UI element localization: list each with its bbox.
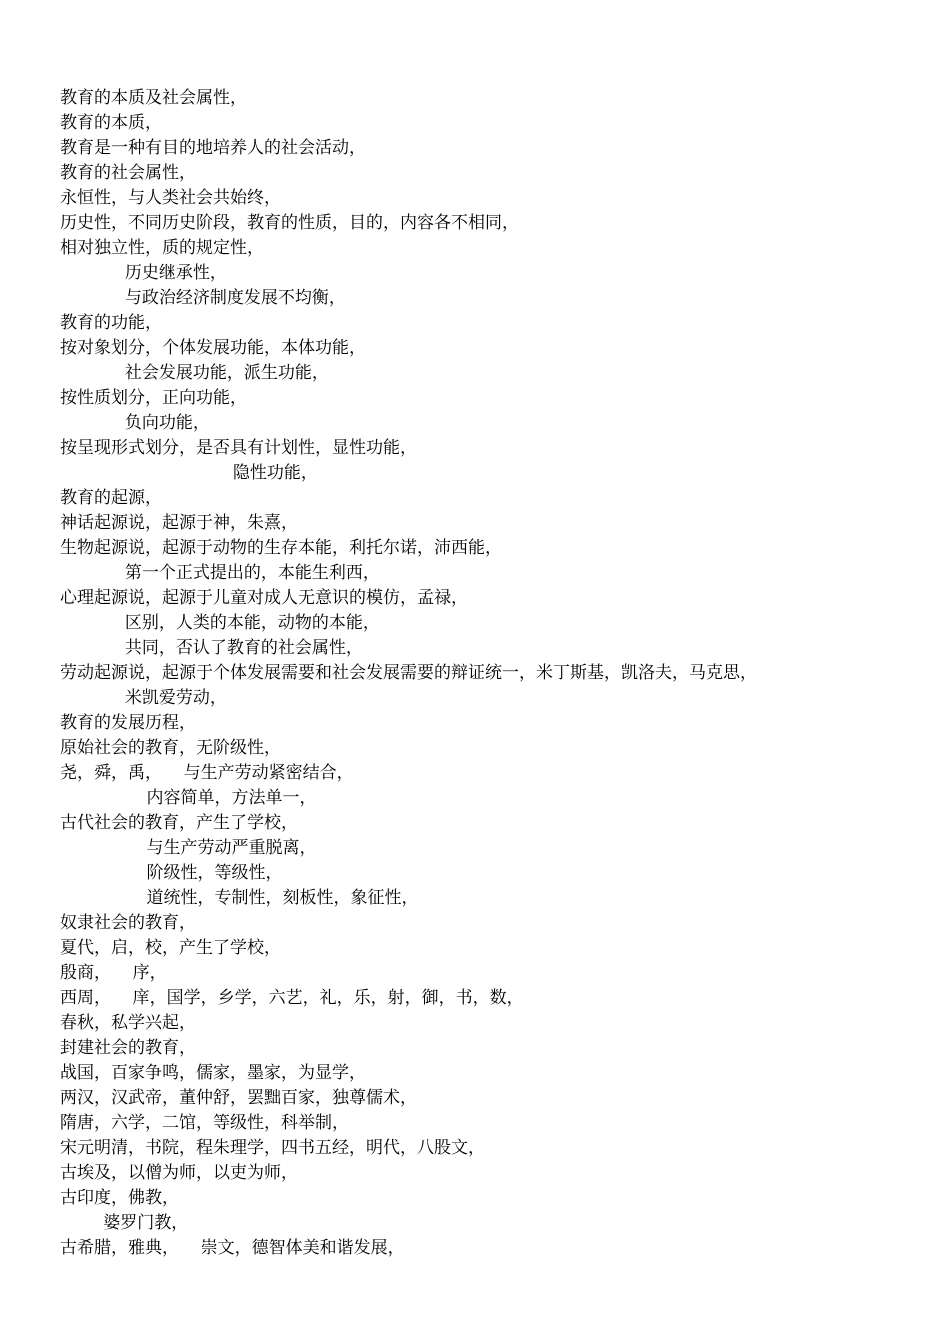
text-line: 西周， 庠，国学，乡学，六艺，礼，乐，射，御，书，数，	[60, 988, 524, 1008]
text-line: 古埃及，以僧为师，以吏为师，	[60, 1163, 298, 1183]
text-line: 古代社会的教育，产生了学校，	[60, 813, 298, 833]
text-line: 奴隶社会的教育，	[60, 913, 196, 933]
text-line: 教育的发展历程，	[60, 713, 196, 733]
text-line: 教育的功能，	[60, 313, 162, 333]
text-line: 内容简单，方法单一，	[60, 788, 317, 808]
text-line: 负向功能，	[60, 413, 210, 433]
text-line: 春秋，私学兴起，	[60, 1013, 196, 1033]
text-line: 夏代，启，校，产生了学校，	[60, 938, 281, 958]
text-line: 心理起源说，起源于儿童对成人无意识的模仿，孟禄，	[60, 588, 468, 608]
text-line: 隐性功能，	[60, 463, 318, 483]
text-line: 隋唐，六学，二馆，等级性，科举制，	[60, 1113, 349, 1133]
text-line: 殷商， 序，	[60, 963, 167, 983]
text-line: 教育的起源，	[60, 488, 162, 508]
text-line: 按呈现形式划分，是否具有计划性，显性功能，	[60, 438, 417, 458]
text-line: 相对独立性，质的规定性，	[60, 238, 264, 258]
text-line: 封建社会的教育，	[60, 1038, 196, 1058]
text-line: 教育的本质，	[60, 113, 162, 133]
text-line: 第一个正式提出的，本能生利西，	[60, 563, 380, 583]
text-line: 米凯爱劳动，	[60, 688, 227, 708]
text-line: 与生产劳动严重脱离，	[60, 838, 317, 858]
text-line: 共同，否认了教育的社会属性，	[60, 638, 363, 658]
text-line: 两汉，汉武帝，董仲舒，罢黜百家，独尊儒术，	[60, 1088, 417, 1108]
text-line: 婆罗门教，	[60, 1213, 189, 1233]
text-line: 教育的社会属性，	[60, 163, 196, 183]
text-line: 道统性，专制性，刻板性，象征性，	[60, 888, 419, 908]
text-line: 原始社会的教育，无阶级性，	[60, 738, 281, 758]
text-line: 教育是一种有目的地培养人的社会活动，	[60, 138, 366, 158]
text-line: 按性质划分，正向功能，	[60, 388, 247, 408]
text-line: 神话起源说，起源于神，朱熹，	[60, 513, 298, 533]
text-line: 教育的本质及社会属性，	[60, 88, 247, 108]
text-line: 阶级性，等级性，	[60, 863, 283, 883]
text-line: 宋元明清，书院，程朱理学，四书五经，明代，八股文，	[60, 1138, 485, 1158]
text-line: 历史性，不同历史阶段，教育的性质，目的，内容各不相同，	[60, 213, 519, 233]
text-line: 社会发展功能，派生功能，	[60, 363, 329, 383]
text-line: 按对象划分，个体发展功能，本体功能，	[60, 338, 366, 358]
text-line: 生物起源说，起源于动物的生存本能，利托尔诺，沛西能，	[60, 538, 502, 558]
text-line: 区别，人类的本能，动物的本能，	[60, 613, 380, 633]
text-line: 历史继承性，	[60, 263, 227, 283]
text-line: 战国，百家争鸣，儒家，墨家，为显学，	[60, 1063, 366, 1083]
text-line: 尧，舜，禹， 与生产劳动紧密结合，	[60, 763, 354, 783]
text-line: 古印度，佛教，	[60, 1188, 179, 1208]
text-line: 与政治经济制度发展不均衡，	[60, 288, 346, 308]
text-line: 劳动起源说，起源于个体发展需要和社会发展需要的辩证统一，米丁斯基，凯洛夫，马克思，	[60, 663, 757, 683]
text-line: 古希腊，雅典， 崇文，德智体美和谐发展，	[60, 1238, 405, 1258]
text-line: 永恒性，与人类社会共始终，	[60, 188, 281, 208]
